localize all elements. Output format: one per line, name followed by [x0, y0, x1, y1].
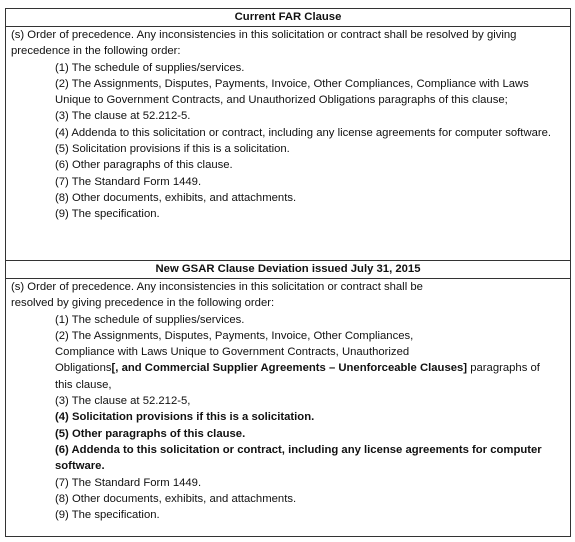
new-item-2-line-1: (2) The Assignments, Disputes, Payments, Invoice, Other Compliances,: [55, 329, 414, 342]
current-item-8: (8) Other documents, exhibits, and attachments.: [55, 191, 297, 204]
new-intro-line-1: (s) Order of precedence. Any inconsistencies in this solicitation or contract shall be: [11, 281, 423, 293]
new-item-1: (1) The schedule of supplies/services.: [55, 313, 245, 326]
new-item-2-line-3: [55, 360, 565, 376]
current-intro: (s) Order of precedence. Any inconsistencies in this solicitation or contract shall be resolved by giving precedence in the following order:: [11, 29, 517, 58]
new-item-8: (8) Other documents, exhibits, and attachments.: [55, 492, 297, 505]
current-item-2: (2) The Assignments, Disputes, Payments, Invoice, Other Compliances, Compliance with Laws Unique to Government Contracts, and Unauthorized Obligations paragraphs of this clause;: [55, 77, 529, 107]
current-item-9: (9) The specification.: [55, 208, 160, 221]
new-item-2-added-text: [, and Commercial Supplier Agreements – Unenforceable Clauses]: [111, 362, 468, 375]
current-item-4: (4) Addenda to this solicitation or contract, including any license agreements for computer software.: [55, 126, 552, 139]
current-item-6: (6) Other paragraphs of this clause.: [55, 159, 233, 172]
new-intro-line-2: resolved by giving precedence in the following order:: [11, 297, 275, 310]
current-far-body: [6, 27, 571, 261]
current-item-5: (5) Solicitation provisions if this is a solicitation.: [55, 143, 290, 156]
current-item-3: (3) The clause at 52.212-5.: [55, 110, 191, 123]
new-gsar-header: New GSAR Clause Deviation issued July 31, 2015: [6, 261, 571, 279]
new-item-3: (3) The clause at 52.212-5,: [55, 395, 191, 408]
new-item-4: (4) Solicitation provisions if this is a solicitation.: [55, 411, 315, 424]
current-far-header: Current FAR Clause: [6, 9, 571, 27]
current-item-7: (7) The Standard Form 1449.: [55, 175, 202, 188]
new-item-7: (7) The Standard Form 1449.: [55, 476, 202, 489]
new-item-9: (9) The specification.: [55, 509, 160, 522]
new-item-6: (6) Addenda to this solicitation or contract, including any license agreements for computer software.: [55, 443, 542, 473]
new-item-2-line-4: this clause,: [55, 378, 112, 391]
new-item-2-line-3-pre: Obligations: [55, 362, 112, 375]
current-item-1: (1) The schedule of supplies/services.: [55, 61, 245, 74]
new-item-5: (5) Other paragraphs of this clause.: [55, 427, 246, 440]
new-item-2-line-3-post: paragraphs of: [467, 362, 540, 375]
new-item-2-line-2: Compliance with Laws Unique to Government Contracts, Unauthorized: [55, 346, 410, 359]
new-gsar-body: [6, 279, 571, 537]
clause-comparison-table: [5, 8, 571, 537]
